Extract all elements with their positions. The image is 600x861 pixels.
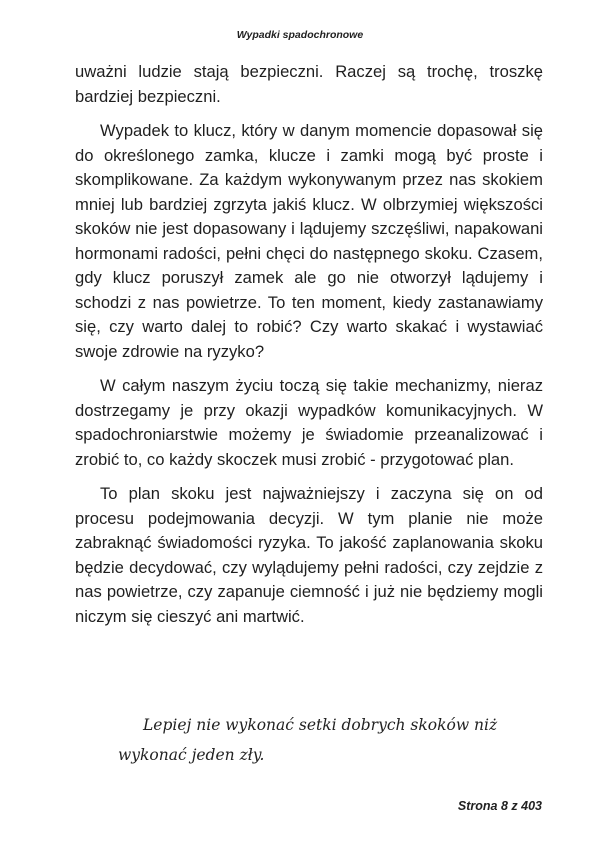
paragraph-key-metaphor: Wypadek to klucz, który w danym momencie dopasował się do określonego zamka, klucze i zamki mogą być proste i skomplikowane. Za każdym wykonywanym przez nas skokiem mniej lub bardziej zgrzyta jakiś klucz. W olbrzymiej większości skoków nie jest dopasowany i lądujemy szczęśliwi, napakowani hormonami radości, pełni chęci do następnego skoku. Czasem, gdy klucz poruszył zamek ale go nie otworzył lądujemy i schodzi z nas powietrze. To ten moment, kiedy zastanawiamy się, czy warto dalej to robić? Czy warto skakać i wystawiać swoje zdrowie na ryzyko? <box>75 121 543 361</box>
paragraph-jump-plan: To plan skoku jest najważniejszy i zaczyna się on od procesu podejmowania decyzji. W tym planie nie może zabraknąć świadomości ryzyka. To jakość zaplanowania skoku będzie decydować, czy wylądujemy pełni radości, czy zejdzie z nas powietrze, czy zapanuje ciemność i już nie będziemy mogli niczym się cieszyć ani martwić. <box>75 484 543 626</box>
running-header: Wypadki spadochronowe <box>236 29 364 41</box>
paragraph-continuation: uważni ludzie stają bezpieczni. Raczej są trochę, troszkę bardziej bezpieczni. <box>75 62 543 106</box>
page-body <box>75 60 543 639</box>
pull-quote <box>118 710 518 770</box>
quote-line-1: Lepiej nie wykonać setki dobrych skoków niż <box>143 716 498 734</box>
paragraph-life-mechanisms: W całym naszym życiu toczą się takie mechanizmy, nieraz dostrzegamy je przy okazji wypadków komunikacyjnych. W spadochroniarstwie możemy je świadomie przeanalizować i zrobić to, co każdy skoczek musi zrobić - przygotować plan. <box>75 376 543 469</box>
quote-line-2: wykonać jeden zły. <box>118 746 265 764</box>
page-number: Strona 8 z 403 <box>457 799 542 813</box>
